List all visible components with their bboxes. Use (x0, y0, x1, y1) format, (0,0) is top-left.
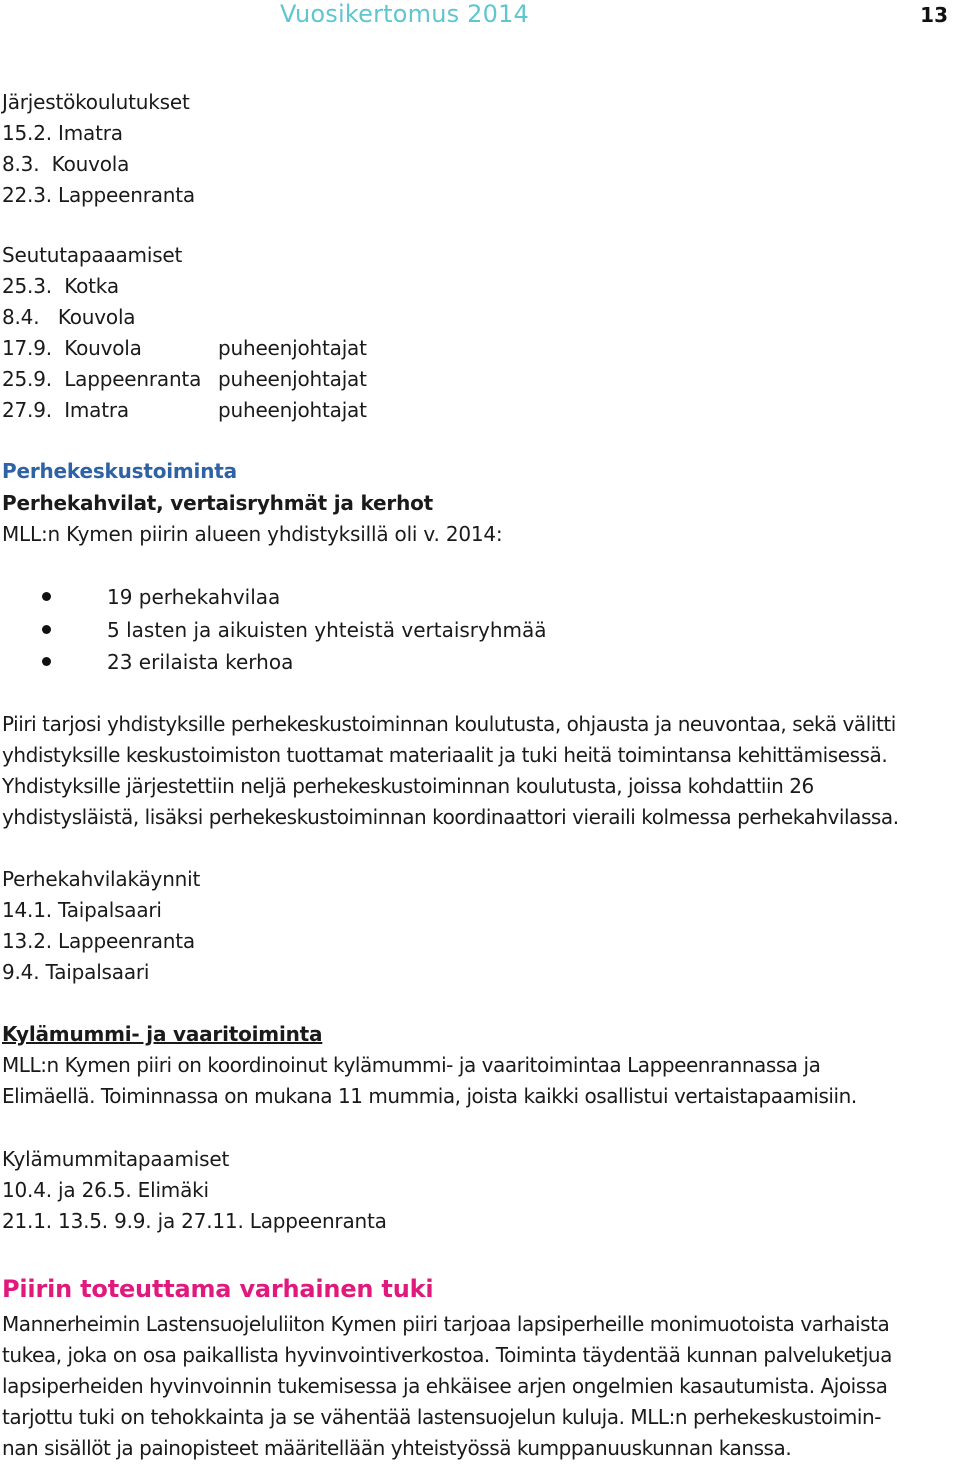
varhainen-tuki-heading: Piirin toteuttama varhainen tuki (2, 1275, 434, 1303)
meeting-note: puheenjohtajat (218, 367, 367, 391)
jarjestokoulutukset-heading: Järjestökoulutukset (2, 90, 190, 114)
list-item: 14.1. Taipalsaari (2, 898, 162, 922)
paragraph-line: Mannerheimin Lastensuojeluliiton Kymen piiri tarjoaa lapsiperheille monimuotoista varhaista (2, 1312, 890, 1336)
paragraph-line: nan sisällöt ja painopisteet määritellään yhteistyössä kumppanuuskunnan kanssa. (2, 1436, 792, 1460)
list-item: 22.3. Lappeenranta (2, 183, 195, 207)
paragraph-line: tarjottu tuki on tehokkainta ja se vähentää lastensuojelun kuluja. MLL:n perhekeskustoimin- (2, 1405, 881, 1429)
perhekeskus-subheading: Perhekahvilat, vertaisryhmät ja kerhot (2, 491, 434, 515)
paragraph-line: yhdistyksille keskustoimiston tuottamat materiaalit ja tuki heitä toimintansa kehittämisessä. (2, 743, 888, 767)
paragraph-line: Piiri tarjosi yhdistyksille perhekeskustoiminnan koulutusta, ohjausta ja neuvontaa, sekä välitti (2, 712, 896, 736)
list-item: 5 lasten ja aikuisten yhteistä vertaisryhmää (107, 618, 547, 642)
meeting-note: puheenjohtajat (218, 398, 367, 422)
list-item: 25.9. Lappeenranta (2, 367, 202, 391)
paragraph-line: Yhdistyksille järjestettiin neljä perhekeskustoiminnan koulutusta, joissa kohdattiin 26 (2, 774, 814, 798)
paragraph-line: tukea, joka on osa paikallista hyvinvointiverkostoa. Toiminta täydentää kunnan palveluketjua (2, 1343, 892, 1367)
perhekeskus-intro: MLL:n Kymen piirin alueen yhdistyksillä oli v. 2014: (2, 522, 503, 546)
list-item: 25.3. Kotka (2, 274, 119, 298)
paragraph-line: Elimäellä. Toiminnassa on mukana 11 mummia, joista kaikki osallistui vertaistapaamisiin. (2, 1084, 857, 1108)
bullet-icon (42, 592, 51, 601)
list-item: 9.4. Taipalsaari (2, 960, 150, 984)
list-item: 10.4. ja 26.5. Elimäki (2, 1178, 209, 1202)
paragraph-line: lapsiperheiden hyvinvoinnin tukemisessa ja ehkäisee arjen ongelmien kasautumista. Ajoissa (2, 1374, 888, 1398)
perhekahvilakaynnit-heading: Perhekahvilakäynnit (2, 867, 201, 891)
list-item: 8.3. Kouvola (2, 152, 130, 176)
perhekeskus-heading: Perhekeskustoiminta (2, 459, 237, 483)
list-item: 15.2. Imatra (2, 121, 123, 145)
kylamummitapaamiset-heading: Kylämummitapaamiset (2, 1147, 230, 1171)
paragraph-line: MLL:n Kymen piiri on koordinoinut kylämummi- ja vaaritoimintaa Lappeenrannassa ja (2, 1053, 821, 1077)
meeting-note: puheenjohtajat (218, 336, 367, 360)
bullet-icon (42, 657, 51, 666)
bullet-icon (42, 625, 51, 634)
list-item: 13.2. Lappeenranta (2, 929, 195, 953)
paragraph-line: yhdistysläistä, lisäksi perhekeskustoiminnan koordinaattori vieraili kolmessa perhekahvilassa. (2, 805, 899, 829)
list-item: 19 perhekahvilaa (107, 585, 281, 609)
kylamummi-heading: Kylämummi- ja vaaritoiminta (2, 1022, 323, 1046)
list-item: 8.4. Kouvola (2, 305, 136, 329)
list-item: 17.9. Kouvola (2, 336, 142, 360)
page-number: 13 (920, 3, 948, 27)
list-item: 21.1. 13.5. 9.9. ja 27.11. Lappeenranta (2, 1209, 387, 1233)
report-title: Vuosikertomus 2014 (280, 0, 530, 28)
seututapaamiset-heading: Seututapaaamiset (2, 243, 183, 267)
list-item: 23 erilaista kerhoa (107, 650, 294, 674)
list-item: 27.9. Imatra (2, 398, 129, 422)
